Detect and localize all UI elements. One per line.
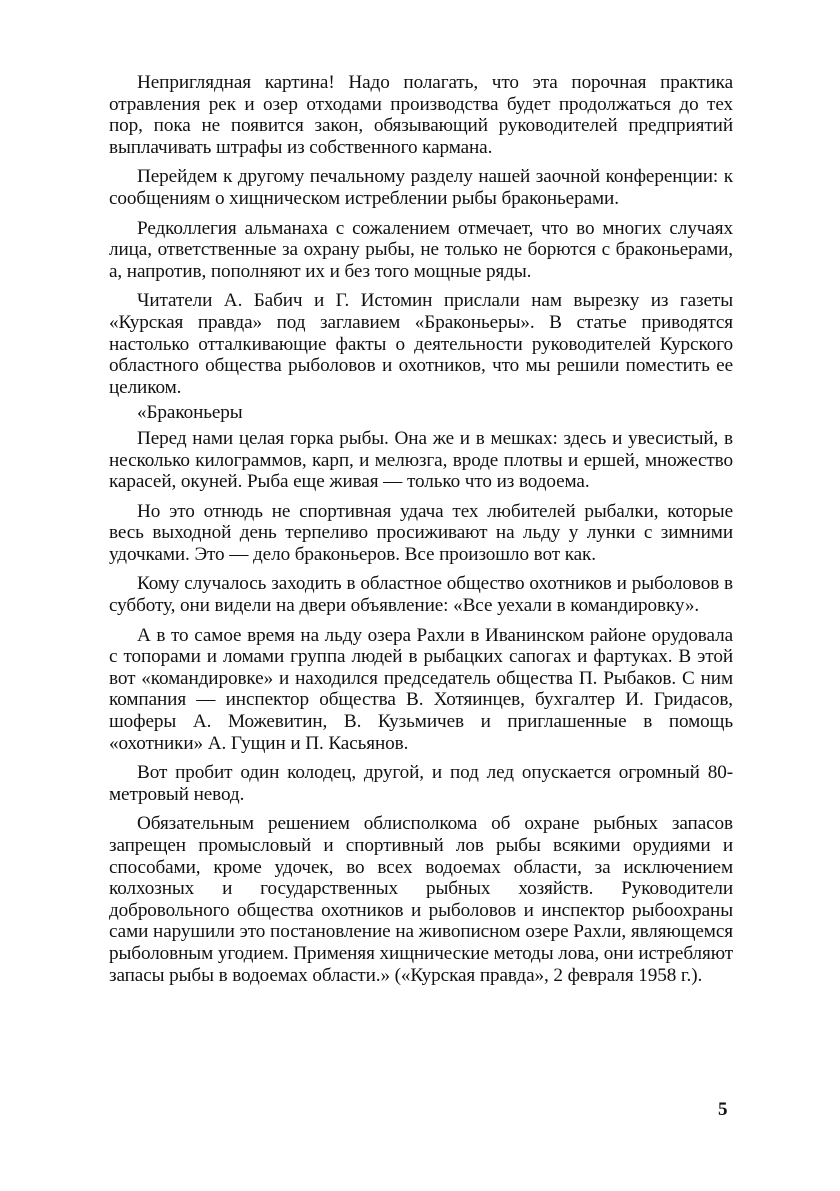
paragraph-7: Но это отнюдь не спортивная удача тех любителей рыбалки, которые весь выходной день терпеливо просиживают на льду у лунки с зимними удочками. Это — дело браконьеров. Все произошло вот как.: [109, 500, 733, 565]
page-body-text: [109, 72, 733, 994]
page-number: 5: [718, 1099, 728, 1120]
article-heading: «Браконьеры: [137, 402, 243, 424]
paragraph-3: Редколлегия альманаха с сожалением отмечает, что во многих случаях лица, ответственные за охрану рыбы, не только не борются с браконьерами, а, напротив, пополняют их и без того мощные ряды.: [109, 217, 733, 282]
paragraph-11: Обязательным решением облисполкома об охране рыбных запасов запрещен промысловый и спортивный лов рыбы всякими орудиями и способами, кроме удочек, во всех водоемах области, за исключением колхозных и государственных рыбных хозяйств. Руководители добровольного общества охотников и рыболовов и инспектор рыбоохраны сами нарушили это постановление на живописном озере Рахли, являющемся рыболовным угодием. Применяя хищнические методы лова, они истребляют запасы рыбы в водоемах области.» («Курская правда», 2 февраля 1958 г.).: [109, 813, 733, 986]
paragraph-8: Кому случалось заходить в областное общество охотников и рыболовов в субботу, они видели на двери объявление: «Все уехали в командировку».: [109, 573, 733, 617]
paragraph-9: А в то самое время на льду озера Рахли в Иванинском районе орудовала с топорами и ломами группа людей в рыбацких сапогах и фартуках. В этой вот «командировке» и находился председатель общества П. Рыбаков. С ним компания — инспектор общества В. Хотяинцев, бухгалтер И. Гридасов, шоферы А. Можевитин, В. Кузьмичев и приглашенные в помощь «охотники» А. Гущин и П. Касьянов.: [109, 624, 733, 754]
paragraph-10: Вот пробит один колодец, другой, и под лед опускается огромный 80-метровый невод.: [109, 762, 733, 805]
paragraph-1: Неприглядная картина! Надо полагать, что эта порочная практика отравления рек и озер отходами производства будет продолжаться до тех пор, пока не появится закон, обязывающий руководителей предприятий выплачивать штрафы из собственного кармана.: [109, 72, 733, 158]
paragraph-6: Перед нами целая горка рыбы. Она же и в мешках: здесь и увесистый, в несколько килограммов, карп, и мелюзга, вроде плотвы и ершей, множество карасей, окуней. Рыба еще живая — только что из водоема.: [109, 427, 733, 493]
paragraph-4: Читатели А. Бабич и Г. Истомин прислали нам вырезку из газеты «Курская правда» под заглавием «Браконьеры». В статье приводятся настолько отталкивающие факты о деятельности руководителей Курского областного общества рыболовов и охотников, что мы решили поместить ее целиком.: [109, 290, 733, 398]
paragraph-2: Перейдем к другому печальному разделу нашей заочной конференции: к сообщениям о хищническом истреблении рыбы браконьерами.: [109, 166, 733, 209]
